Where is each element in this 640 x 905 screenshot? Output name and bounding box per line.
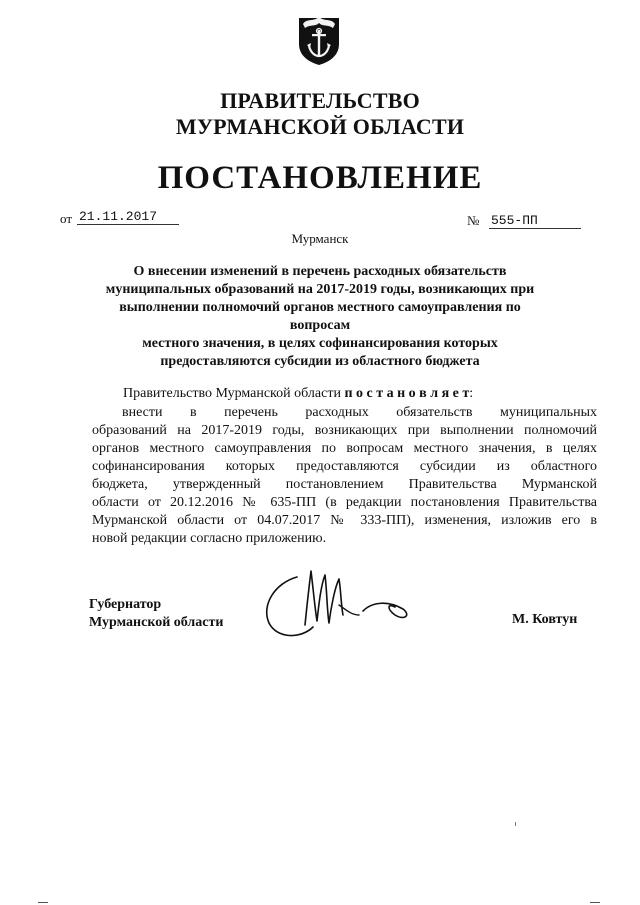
document-date: 21.11.2017 bbox=[77, 209, 179, 225]
date-prefix: от bbox=[60, 211, 73, 226]
body-line: образований на 2017-2019 годы, возникающих при выполнении полномочий bbox=[92, 423, 597, 438]
signatory-name: М. Ковтун bbox=[512, 612, 578, 627]
body-line: внести в перечень расходных обязательств муниципальных bbox=[122, 405, 597, 420]
body-line: органов местного самоуправления по вопросам местного значения, в целях bbox=[92, 441, 597, 456]
scan-mark bbox=[590, 902, 600, 903]
body-line: софинансирования которых предоставляются субсидии из областного bbox=[92, 459, 597, 474]
body-line: новой редакции согласно приложению. bbox=[92, 531, 327, 546]
intro-text: Правительство Мурманской области bbox=[123, 386, 341, 401]
document-subject bbox=[100, 263, 540, 371]
subject-line: выполнении полномочий органов местного самоуправления по вопросам bbox=[119, 300, 521, 333]
document-number: 555-ПП bbox=[489, 213, 581, 229]
body-line: Мурманской области от 04.07.2017 № 333-ПП), изменения, изложив его в bbox=[92, 513, 597, 528]
resolution-intro bbox=[123, 386, 473, 402]
signatory-title-line-2: Мурманской области bbox=[89, 615, 224, 630]
document-type-title: ПОСТАНОВЛЕНИЕ bbox=[157, 160, 483, 196]
org-name-line-1: ПРАВИТЕЛЬСТВО bbox=[220, 88, 420, 113]
org-name-line-2: МУРМАНСКОЙ ОБЛАСТИ bbox=[175, 114, 465, 139]
number-prefix: № bbox=[467, 213, 480, 228]
resolution-body bbox=[92, 404, 597, 548]
scan-mark bbox=[515, 822, 516, 826]
body-line: области от 20.12.2016 № 635-ПП (в редакции постановления Правительства bbox=[92, 495, 597, 510]
subject-line: муниципальных образований на 2017-2019 годы, возникающих при bbox=[105, 282, 535, 297]
subject-line: О внесении изменений в перечень расходных обязательств bbox=[133, 264, 507, 279]
signatory-title bbox=[89, 596, 223, 632]
body-line: бюджета, утвержденный постановлением Правительства Мурманской bbox=[92, 477, 597, 492]
intro-keyword: п о с т а н о в л я е т bbox=[344, 386, 470, 401]
handwritten-signature bbox=[255, 565, 425, 645]
subject-line: местного значения, в целях софинансирования которых bbox=[142, 336, 498, 351]
signatory-title-line-1: Губернатор bbox=[89, 597, 162, 612]
subject-line: предоставляются субсидии из областного бюджета bbox=[160, 354, 480, 369]
intro-colon: : bbox=[469, 386, 474, 401]
document-city: Мурманск bbox=[291, 231, 349, 246]
scan-mark bbox=[38, 902, 48, 903]
coat-of-arms-emblem bbox=[297, 14, 341, 66]
